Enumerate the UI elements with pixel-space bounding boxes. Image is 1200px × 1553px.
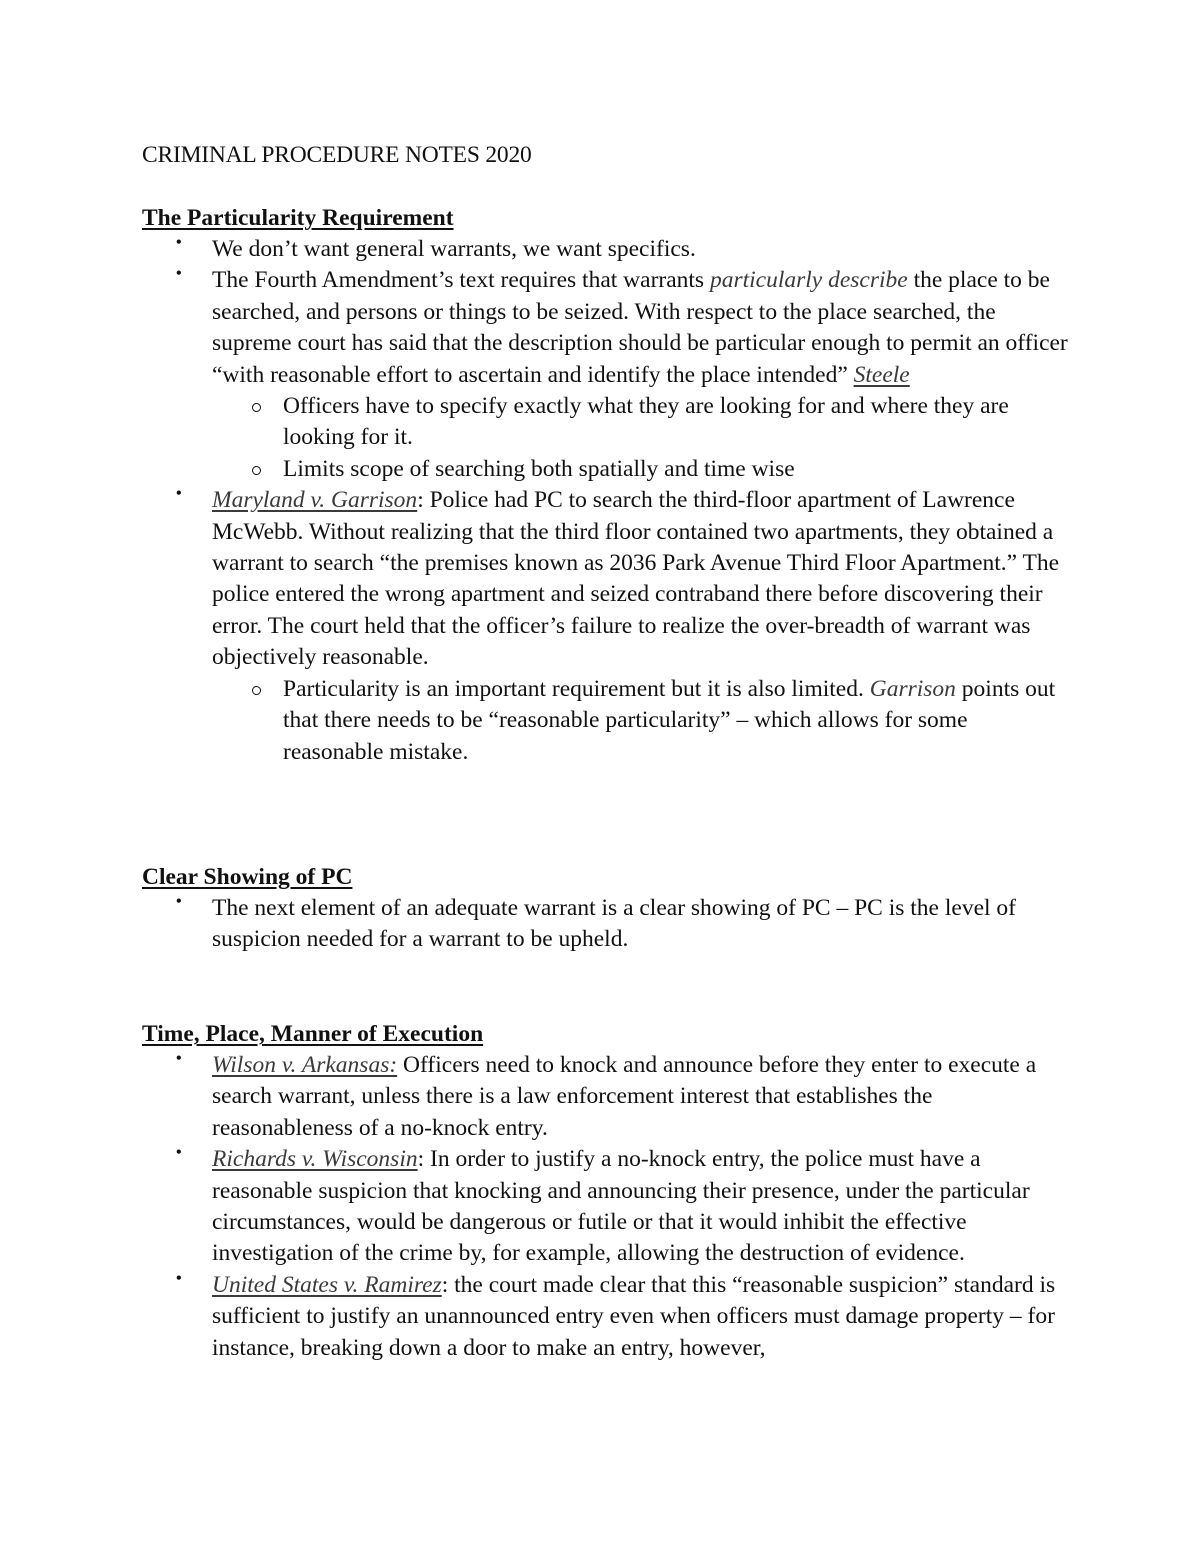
item-text: the place to be searched, and persons or things to be seized. With respect to the place searched, the supreme court has said that the description should be particular enough to permit an officer “with reasonable effort to ascertain and identify the place intended” (212, 267, 1068, 388)
section-heading-clear-showing: Clear Showing of PC (142, 864, 353, 890)
list-item (176, 234, 1072, 265)
sub-list-item (283, 391, 1072, 454)
item-text: The Fourth Amendment’s text requires that warrants (212, 267, 710, 294)
bullet-icon: • (176, 265, 182, 283)
circle-bullet-icon (252, 686, 261, 695)
bullet-icon: • (176, 1144, 182, 1162)
clear-showing-list (176, 893, 1072, 956)
item-text: The next element of an adequate warrant is a clear showing of PC – PC is the level of suspicion needed for a warrant to be upheld. (212, 895, 1016, 953)
sub-list-item (283, 454, 1072, 485)
sub-item-text: points out that there needs to be “reasonable particularity” – which allows for some reasonable mistake. (283, 675, 1056, 765)
sub-list (212, 674, 1072, 768)
case-citation: Maryland v. Garrison (212, 487, 418, 514)
case-citation: Steele (853, 361, 910, 388)
list-item (176, 1144, 1072, 1270)
sub-list-item (283, 674, 1072, 768)
execution-list (176, 1050, 1072, 1364)
list-item (176, 485, 1072, 768)
emphasis-text: particularly describe (709, 267, 908, 294)
emphasis-text: Garrison (869, 675, 956, 702)
case-citation: Richards v. Wisconsin (212, 1146, 418, 1173)
sub-list (212, 391, 1072, 485)
sub-item-text: Officers have to specify exactly what they are looking for and where they are looking for it. (283, 393, 1009, 451)
document-title: CRIMINAL PROCEDURE NOTES 2020 (142, 142, 532, 168)
list-item (176, 1269, 1072, 1364)
bullet-icon: • (176, 1050, 182, 1067)
sub-item-text: Limits scope of searching both spatially and time wise (283, 455, 795, 482)
item-text: Officers need to knock and announce before they enter to execute a search warrant, unless there is a law enforcement interest that establishes the reasonableness of a no-knock entry. (212, 1052, 1037, 1141)
bullet-icon: • (176, 1269, 182, 1287)
list-item (176, 893, 1072, 956)
bullet-icon: • (176, 893, 182, 910)
item-text: We don’t want general warrants, we want specifics. (212, 236, 696, 262)
bullet-icon: • (176, 234, 182, 251)
particularity-list (176, 234, 1072, 768)
section-heading-time-place-manner: Time, Place, Manner of Execution (142, 1021, 484, 1047)
circle-bullet-icon (252, 403, 261, 412)
bullet-icon: • (176, 485, 182, 503)
case-citation: Wilson v. Arkansas: (212, 1052, 398, 1078)
sub-item-text: Particularity is an important requirement but it is also limited. (283, 675, 870, 702)
item-text: : In order to justify a no-knock entry, the police must have a reasonable suspicion that knocking and announcing their presence, under the particular circumstances, would be dangerous or futile or that it would inhibit the effective investigation of the crime by, for example, allowing the destruction of evidence. (212, 1146, 1030, 1267)
list-item (176, 1050, 1072, 1144)
section-heading-particularity: The Particularity Requirement (142, 205, 454, 231)
item-text: : Police had PC to search the third-floor apartment of Lawrence McWebb. Without realizing that the third floor contained two apartments, they obtained a warrant to search “the premises known as 2036 Park Avenue Third Floor Apartment.” The police entered the wrong apartment and seized contraband there before discovering their error. The court held that the officer’s failure to realize the over-breadth of warrant was objectively reasonable. (212, 487, 1060, 671)
item-text: : the court made clear that this “reasonable suspicion” standard is sufficient to justify an unannounced entry even when officers must damage property – for instance, breaking down a door to make an entry, however, (212, 1271, 1056, 1361)
list-item (176, 265, 1072, 485)
circle-bullet-icon (252, 466, 261, 475)
case-citation: United States v. Ramirez (212, 1271, 442, 1298)
